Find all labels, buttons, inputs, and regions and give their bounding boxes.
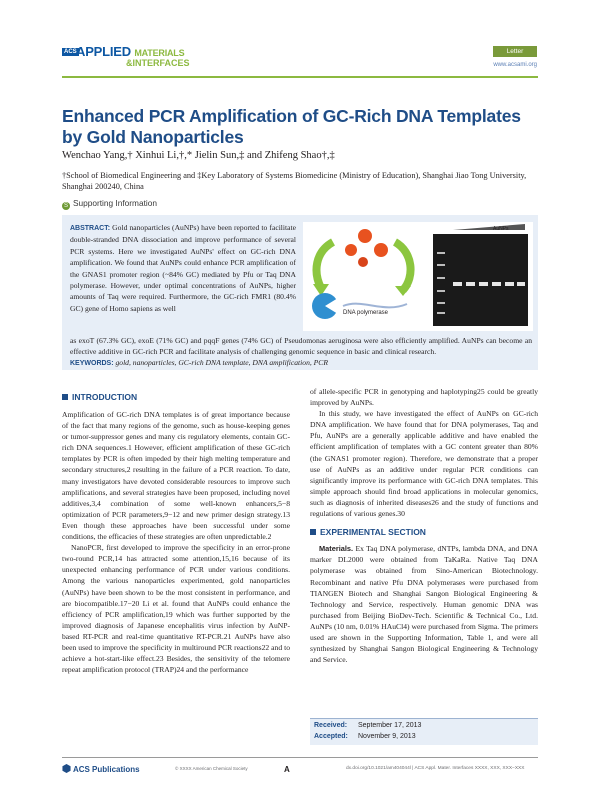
polymerase-label: DNA polymerase bbox=[343, 310, 389, 316]
acs-publications-logo[interactable]: ACS Publications bbox=[62, 764, 140, 774]
abstract-text bbox=[70, 222, 296, 314]
gold-nanoparticle-icon bbox=[345, 244, 357, 256]
section-marker-icon bbox=[62, 394, 68, 400]
right-column bbox=[310, 386, 538, 665]
gel-label: AuNPs bbox=[493, 226, 509, 232]
copyright: © XXXX American Chemical Society bbox=[175, 766, 248, 771]
materials-lead: Materials. bbox=[319, 544, 354, 554]
journal-name-line2: &INTERFACES bbox=[126, 58, 190, 68]
keywords bbox=[70, 358, 532, 367]
abstract-text-continued: as exoT (67.3% GC), exoE (71% GC) and pqqF genes (74% GC) of Pseudomonas aeruginosa were also efficiently amplified. AuNPs can become an effective additive in GC-rich PCR and facilitate analysis of challenging genomic sequence in basic and clinical research. bbox=[70, 336, 532, 357]
received-date: Received: September 17, 2013 bbox=[314, 722, 422, 729]
footer-divider bbox=[62, 757, 538, 758]
cycle-arrow-left bbox=[317, 242, 333, 288]
page-number: A bbox=[284, 765, 290, 774]
article-type-badge: Letter bbox=[493, 46, 537, 57]
cycle-arrow-right bbox=[395, 242, 411, 290]
gold-nanoparticle-icon bbox=[374, 243, 388, 257]
journal-name-line1: APPLIED MATERIALS bbox=[76, 44, 185, 59]
toc-graphic bbox=[303, 222, 533, 331]
dates-box bbox=[310, 718, 538, 745]
keywords-label: KEYWORDS: bbox=[70, 360, 114, 367]
gradient-wedge bbox=[453, 224, 525, 230]
experimental-heading: EXPERIMENTAL SECTION bbox=[310, 527, 538, 538]
affiliation: †School of Biomedical Engineering and ‡Key Laboratory of Systems Biomedicine (Ministry of Education), Shanghai Jiao Tong University, Shanghai 200240, China bbox=[62, 171, 527, 191]
acs-logo-badge: ACS bbox=[64, 49, 77, 55]
journal-logo bbox=[62, 44, 212, 74]
introduction-heading: INTRODUCTION bbox=[62, 392, 137, 402]
intro-paragraph-2: NanoPCR, first developed to improve the specificity in an error-prone two-round PCR,14 has attracted some attention,15,16 because of its unexpected enhancing performance of PCR under various conditions. Among the various nanoparticles experimented, gold nanoparticles (AuNPs) have been shown to be the most consistent in performance, and are biocompatible.17−20 Li et al. found that AuNPs could enhance the efficiency of PCR amplification,19 which was further supported by the improved diagnosis of Japanese encephalitis virus infection by AuNP-based RT-PCR and real-time quantitative RT-PCR.21 AuNPs have also been used to improve the specificity in multiround PCR reactions22 and to achieve a hot-start-like effect.23 Besides, the sensitivity of the telomere repeat amplification protocol (TRAP)24 and the performance bbox=[62, 543, 290, 675]
gold-nanoparticle-icon bbox=[358, 257, 368, 267]
article-title: Enhanced PCR Amplification of GC-Rich DNA Templates by Gold Nanoparticles bbox=[62, 106, 521, 147]
abstract-label: ABSTRACT: bbox=[70, 225, 111, 232]
gel-image bbox=[433, 224, 528, 326]
gold-nanoparticles-group bbox=[345, 229, 388, 267]
author-list: Wenchao Yang,† Xinhui Li,†,* Jielin Sun,‡ and Zhifeng Shao†,‡ bbox=[62, 150, 335, 161]
gold-nanoparticle-icon bbox=[358, 229, 372, 243]
accepted-date: Accepted: November 9, 2013 bbox=[314, 733, 416, 740]
keywords-list: gold, nanoparticles, GC-rich DNA template, DNA amplification, PCR bbox=[115, 358, 329, 367]
doi-citation[interactable]: dx.doi.org/10.1021/am404044l | ACS Appl. Mater. Interfaces XXXX, XXX, XXX−XXX bbox=[346, 766, 525, 771]
intro-paragraph-4: In this study, we have investigated the effect of AuNPs on GC-rich DNA amplification. We have found that for DNA polymerases, Taq and Pfu, AuNPs are a generally applicable additive and have enabled the efficient amplification of templates with a GC content greater than 80% (the GNAS1 promoter region). Therefore, we demonstrate that a proper use of AuNPs as an additive under regular PCR conditions can significantly improve its performance with GC-rich DNA templates. This simple approach should find broad applications in molecular genomics, such as diagnosis of inherited diseases26 and the study of functions and regulations of various genes.30 bbox=[310, 409, 538, 519]
intro-paragraph-1: Amplification of GC-rich DNA templates is of great importance because of the fact that many regions of the genome, such as house-keeping genes or tumor-suppressor genes and many cis regulatory elements, contain GC-rich DNA sequences.1 However, efficient amplification of these GC-rich templates by PCR is often impeded by their high melting temperature and secondary structures,2 resulting in the failure of a PCR reaction. To date, many investigators have devoted considerable resources to improve such amplifications, and several strategies have been proposed, including novel additives,3,4 combination of some well-known enhancers,5−8 optimization of PCR parameters,9−12 and new primer design strategy.13 Even though these approaches have been successful under some conditions, the efficacies of these strategies are often unpredictable.2 bbox=[62, 410, 290, 542]
section-marker-icon bbox=[310, 529, 316, 535]
supporting-info-icon: S bbox=[63, 203, 68, 209]
cycle-arrowhead-right bbox=[395, 286, 411, 296]
acs-hexagon-icon bbox=[62, 764, 71, 773]
journal-url[interactable]: www.acsami.org bbox=[493, 62, 537, 68]
dna-strand-icon bbox=[343, 304, 407, 308]
left-column bbox=[62, 409, 290, 675]
header-divider bbox=[62, 76, 538, 78]
intro-paragraph-3: of allele-specific PCR in genotyping and haplotyping25 could be greatly improved by AuNPs. bbox=[310, 387, 538, 408]
abstract-body: Gold nanoparticles (AuNPs) have been reported to facilitate double-stranded DNA dissociation and improve performance of several PCR systems. Here we investigated AuNPs' effect on GC-rich DNA amplification. We found that AuNPs could enhance PCR amplification of the GNAS1 promoter region (~84% GC) mediated by Pfu or Taq DNA polymerase. However, under optimal concentrations of AuNPs, higher amounts of Taq were required. Furthermore, the GC-rich FMR1 (80.4% GC) gene of Homo sapiens as well bbox=[70, 223, 296, 313]
supporting-info-link[interactable]: S Supporting Information bbox=[63, 198, 157, 209]
materials-paragraph: Materials. Ex Taq DNA polymerase, dNTPs, lambda DNA, and DNA marker DL2000 were obtained from TaKaRa. Native Taq DNA polymerase was obtained from Sino-American Biotechnology. Recombinant and native Pfu DNA polymerases were purchased from TIANGEN Biotech and Shanghai Sangon Biological Engineering & Technology and Service, respectively. Human genomic DNA was purchased from Beijing BioDev-Tech. Scientific & Technical Co., Ltd. AuNPs (10 nm, 0.01% HAuCl4) were purchased from Sigma. The primers used are shown in the Supporting Information, Table 1, and were all synthesized by Shanghai Sangon Biological Engineering & Technology and Service. bbox=[310, 544, 539, 665]
dna-polymerase-icon bbox=[312, 293, 338, 319]
